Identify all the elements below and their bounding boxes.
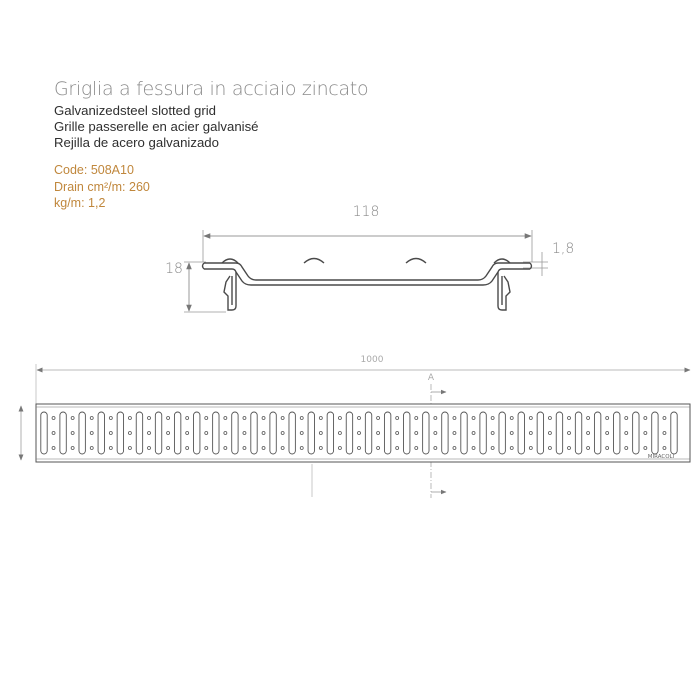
section-mark-label: A — [427, 373, 435, 383]
title-english: Galvanizedsteel slotted grid — [54, 103, 217, 118]
spec-code: Code: 508A10 — [54, 163, 134, 177]
grid-outline — [36, 404, 690, 462]
title-french: Grille passerelle en acier galvanisé — [54, 119, 259, 134]
spec-drain: Drain cm²/m: 260 — [54, 179, 150, 194]
plan-view — [21, 355, 690, 498]
width-label: 118 — [352, 204, 380, 220]
spec-weight: kg/m: 1,2 — [54, 196, 106, 210]
thickness-label: 1,8 — [552, 241, 575, 257]
cross-section — [165, 204, 574, 312]
grid-profile — [203, 259, 532, 311]
length-label: 1000 — [360, 355, 384, 365]
height-label: 18 — [165, 261, 183, 277]
title-spanish: Rejilla de acero galvanizado — [54, 135, 219, 150]
brand-stamp: MIRACOLI — [647, 454, 675, 460]
title-italian: Griglia a fessura in acciaio zincato — [54, 78, 369, 100]
